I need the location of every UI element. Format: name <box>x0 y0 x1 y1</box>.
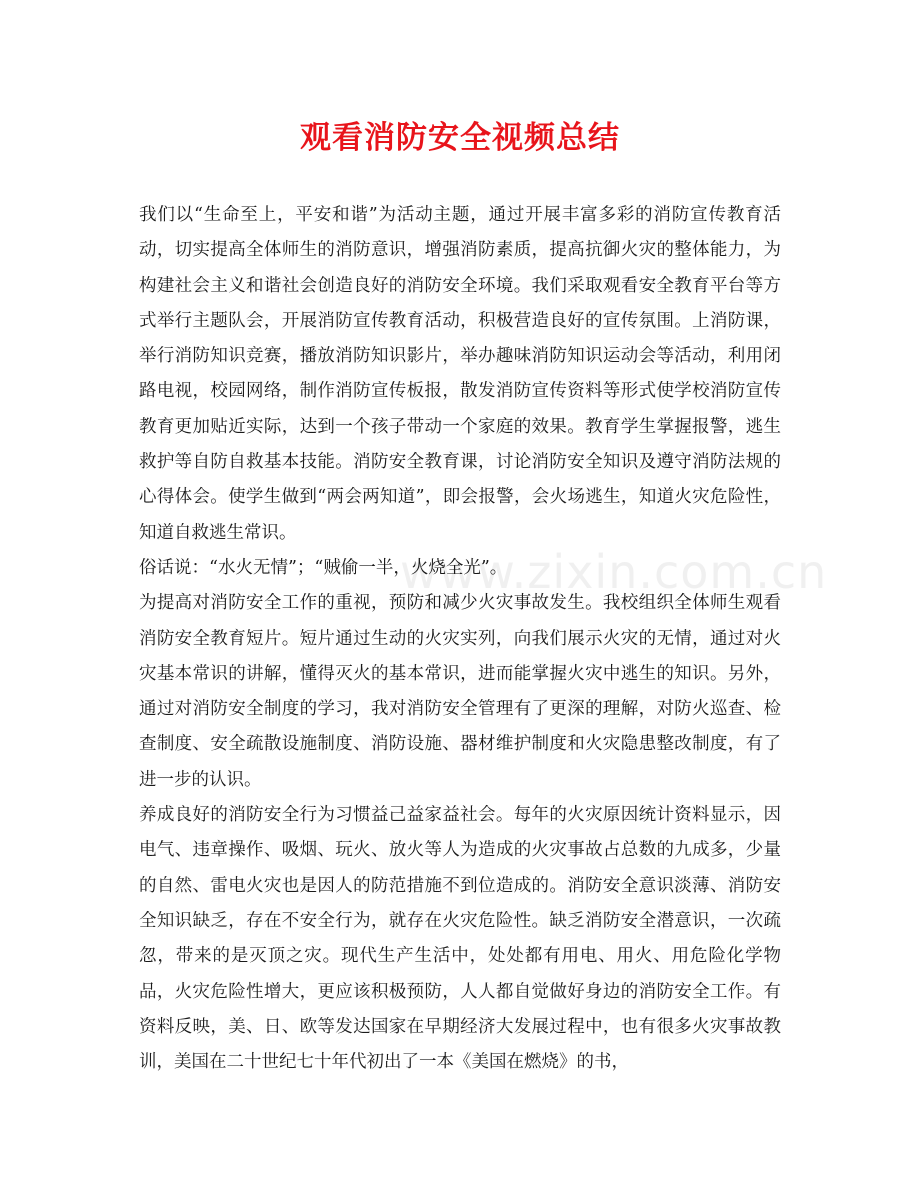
paragraph: 我们以“生命至上，平安和谐”为活动主题，通过开展丰富多彩的消防宣传教育活动，切实提高全体师生的消防意识，增强消防素质，提高抗御火灾的整体能力，为构建社会主义和谐社会创造良好的消防安全环境。我们采取观看安全教育平台等方式举行主题队会，开展消防宣传教育活动，积极营造良好的宣传氛围。上消防课，举行消防知识竞赛，播放消防知识影片，举办趣味消防知识运动会等活动，利用闭路电视，校园网络，制作消防宣传板报，散发消防宣传资料等形式使学校消防宣传教育更加贴近实际，达到一个孩子带动一个家庭的效果。教育学生掌握报警，逃生救护等自防自救基本技能。消防安全教育课，讨论消防安全知识及遵守消防法规的心得体会。使学生做到“两会两知道”，即会报警，会火场逃生，知道火灾危险性，知道自救逃生常识。 <box>139 205 781 543</box>
paragraph: 养成良好的消防安全行为习惯益己益家益社会。每年的火灾原因统计资料显示，因电气、违章操作、吸烟、玩火、放火等人为造成的火灾事故占总数的九成多，少量的自然、雷电火灾也是因人的防范措施不到位造成的。消防安全意识淡薄、消防安全知识缺乏，存在不安全行为，就存在火灾危险性。缺乏消防安全潜意识，一次疏忽，带来的是灭顶之灾。现代生产生活中，处处都有用电、用火、用危险化学物品，火灾危险性增大，更应该积极预防，人人都自觉做好身边的消防安全工作。有资料反映，美、日、欧等发达国家在早期经济大发展过程中，也有很多火灾事故教训，美国在二十世纪七十年代初出了一本《美国在燃烧》的书， <box>139 805 781 1073</box>
paragraph: 俗话说：“水火无情”；“贼偷一半，火烧全光”。 <box>139 557 508 578</box>
document-body <box>139 198 781 1080</box>
watermark: www.zixin.com.cn <box>400 545 828 599</box>
paragraph: 为提高对消防安全工作的重视，预防和减少火灾事故发生。我校组织全体师生观看消防安全教育短片。短片通过生动的火灾实列，向我们展示火灾的无情，通过对火灾基本常识的讲解，懂得灭火的基本常识，进而能掌握火灾中逃生的知识。另外，通过对消防安全制度的学习，我对消防安全管理有了更深的理解，对防火巡查、检查制度、安全疏散设施制度、消防设施、器材维护制度和火灾隐患整改制度，有了进一步的认识。 <box>139 593 781 790</box>
document-title: 观看消防安全视频总结 <box>300 120 620 156</box>
